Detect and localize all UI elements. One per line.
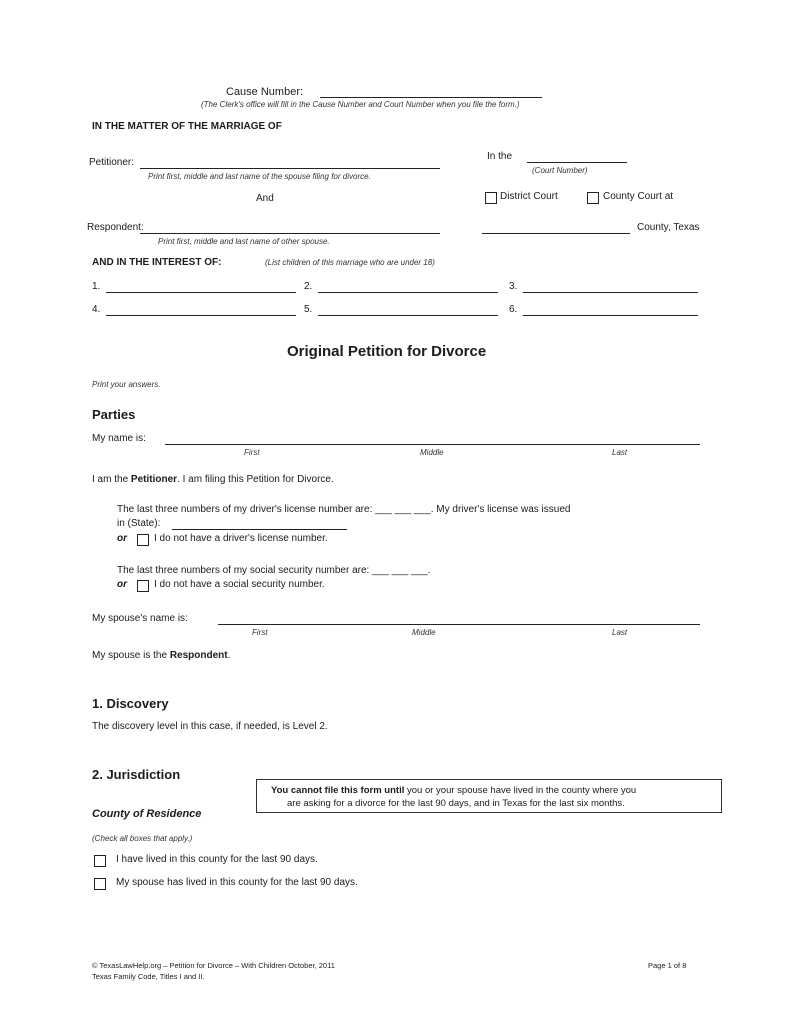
county-court-label: County Court at <box>603 191 674 202</box>
child-field-4[interactable] <box>106 315 296 316</box>
cause-number-field[interactable] <box>320 97 542 98</box>
petitioner-statement-bold: Petitioner <box>130 474 178 485</box>
no-ssn-checkbox[interactable] <box>137 580 149 592</box>
cause-number-note: (The Clerk's office will fill in the Cause Number and Court Number when you file the form.) <box>201 100 520 109</box>
spouse-statement-bold: Respondent <box>169 650 228 661</box>
child-field-2[interactable] <box>318 292 498 293</box>
interest-hint: (List children of this marriage who are under 18) <box>265 258 435 267</box>
no-license-checkbox[interactable] <box>137 534 149 546</box>
jurisdiction-notice-box <box>256 779 722 813</box>
child-field-6[interactable] <box>523 315 698 316</box>
district-court-label: District Court <box>500 191 558 202</box>
footer-code: Texas Family Code, Titles I and II. <box>92 972 205 981</box>
petitioner-statement-post: . I am filing this Petition for Divorce. <box>177 474 334 485</box>
check-boxes-note: (Check all boxes that apply.) <box>92 834 193 843</box>
court-number-hint: (Court Number) <box>532 166 588 175</box>
license-state-label: in (State): <box>117 518 161 529</box>
respondent-name-field[interactable] <box>140 233 440 234</box>
discovery-text: The discovery level in this case, if needed, is Level 2. <box>92 721 328 732</box>
footer-copyright: © TexasLawHelp.org – Petition for Divorce – With Children October, 2011 <box>92 961 335 970</box>
my-name-field[interactable] <box>165 444 700 445</box>
child-number-2: 2. <box>304 281 313 292</box>
my-name-label: My name is: <box>92 433 146 444</box>
jurisdiction-heading: 2. Jurisdiction <box>92 767 181 782</box>
lived-in-county-label: I have lived in this county for the last 90 days. <box>116 854 318 865</box>
child-number-6: 6. <box>509 304 518 315</box>
spouse-lived-in-county-label: My spouse has lived in this county for the last 90 days. <box>116 877 358 888</box>
no-license-label: I do not have a driver's license number. <box>154 533 328 544</box>
my-name-first-hint: First <box>244 448 260 457</box>
county-court-checkbox[interactable] <box>587 192 599 204</box>
spouse-statement <box>92 650 230 661</box>
respondent-hint: Print first, middle and last name of other spouse. <box>158 237 330 246</box>
spouse-last-hint: Last <box>612 628 628 637</box>
jurisdiction-notice-rest: you or your spouse have lived in the county where you <box>404 785 637 796</box>
in-the-label: In the <box>487 151 513 162</box>
spouse-lived-in-county-checkbox[interactable] <box>94 878 106 890</box>
my-name-middle-hint: Middle <box>420 448 444 457</box>
discovery-heading: 1. Discovery <box>92 696 169 711</box>
footer-page-number: Page 1 of 8 <box>648 961 687 970</box>
or-label-ssn: or <box>117 579 127 590</box>
spouse-first-hint: First <box>252 628 268 637</box>
spouse-statement-post: . <box>227 650 231 661</box>
spouse-name-label: My spouse's name is: <box>92 613 188 624</box>
cause-number-label: Cause Number: <box>226 86 304 98</box>
county-name-field[interactable] <box>482 233 630 234</box>
spouse-name-field[interactable] <box>218 624 700 625</box>
ssn-text: The last three numbers of my social security number are: ___ ___ ___. <box>117 565 431 576</box>
no-ssn-label: I do not have a social security number. <box>154 579 325 590</box>
and-label: And <box>256 193 274 204</box>
spouse-middle-hint: Middle <box>412 628 436 637</box>
license-text: The last three numbers of my driver's license number are: ___ ___ ___. My driver's license was issued <box>117 504 571 515</box>
lived-in-county-checkbox[interactable] <box>94 855 106 867</box>
child-field-1[interactable] <box>106 292 296 293</box>
petitioner-name-field[interactable] <box>140 168 440 169</box>
document-title: Original Petition for Divorce <box>287 343 487 360</box>
parties-heading: Parties <box>92 407 136 422</box>
court-number-field[interactable] <box>527 162 627 163</box>
child-number-3: 3. <box>509 281 518 292</box>
jurisdiction-notice-bold: You cannot file this form until <box>271 785 405 796</box>
jurisdiction-notice-line1 <box>271 785 636 796</box>
district-court-checkbox[interactable] <box>485 192 497 204</box>
child-field-5[interactable] <box>318 315 498 316</box>
county-of-residence-heading: County of Residence <box>92 808 202 820</box>
license-state-field[interactable] <box>172 529 347 530</box>
petitioner-statement <box>92 474 334 485</box>
petitioner-statement-pre: I am the <box>92 474 131 485</box>
petitioner-hint: Print first, middle and last name of the spouse filing for divorce. <box>148 172 371 181</box>
spouse-statement-pre: My spouse is the <box>92 650 170 661</box>
print-note: Print your answers. <box>92 380 161 389</box>
child-number-5: 5. <box>304 304 313 315</box>
matter-heading: IN THE MATTER OF THE MARRIAGE OF <box>92 121 282 132</box>
jurisdiction-notice-line2: are asking for a divorce for the last 90 days, and in Texas for the last six months. <box>287 798 625 809</box>
child-field-3[interactable] <box>523 292 698 293</box>
child-number-1: 1. <box>92 281 101 292</box>
child-number-4: 4. <box>92 304 101 315</box>
petitioner-label: Petitioner: <box>89 157 135 168</box>
respondent-label: Respondent: <box>87 222 144 233</box>
my-name-last-hint: Last <box>612 448 628 457</box>
or-label-license: or <box>117 533 127 544</box>
interest-heading: AND IN THE INTEREST OF: <box>92 257 222 268</box>
county-texas-label: County, Texas <box>637 222 700 233</box>
